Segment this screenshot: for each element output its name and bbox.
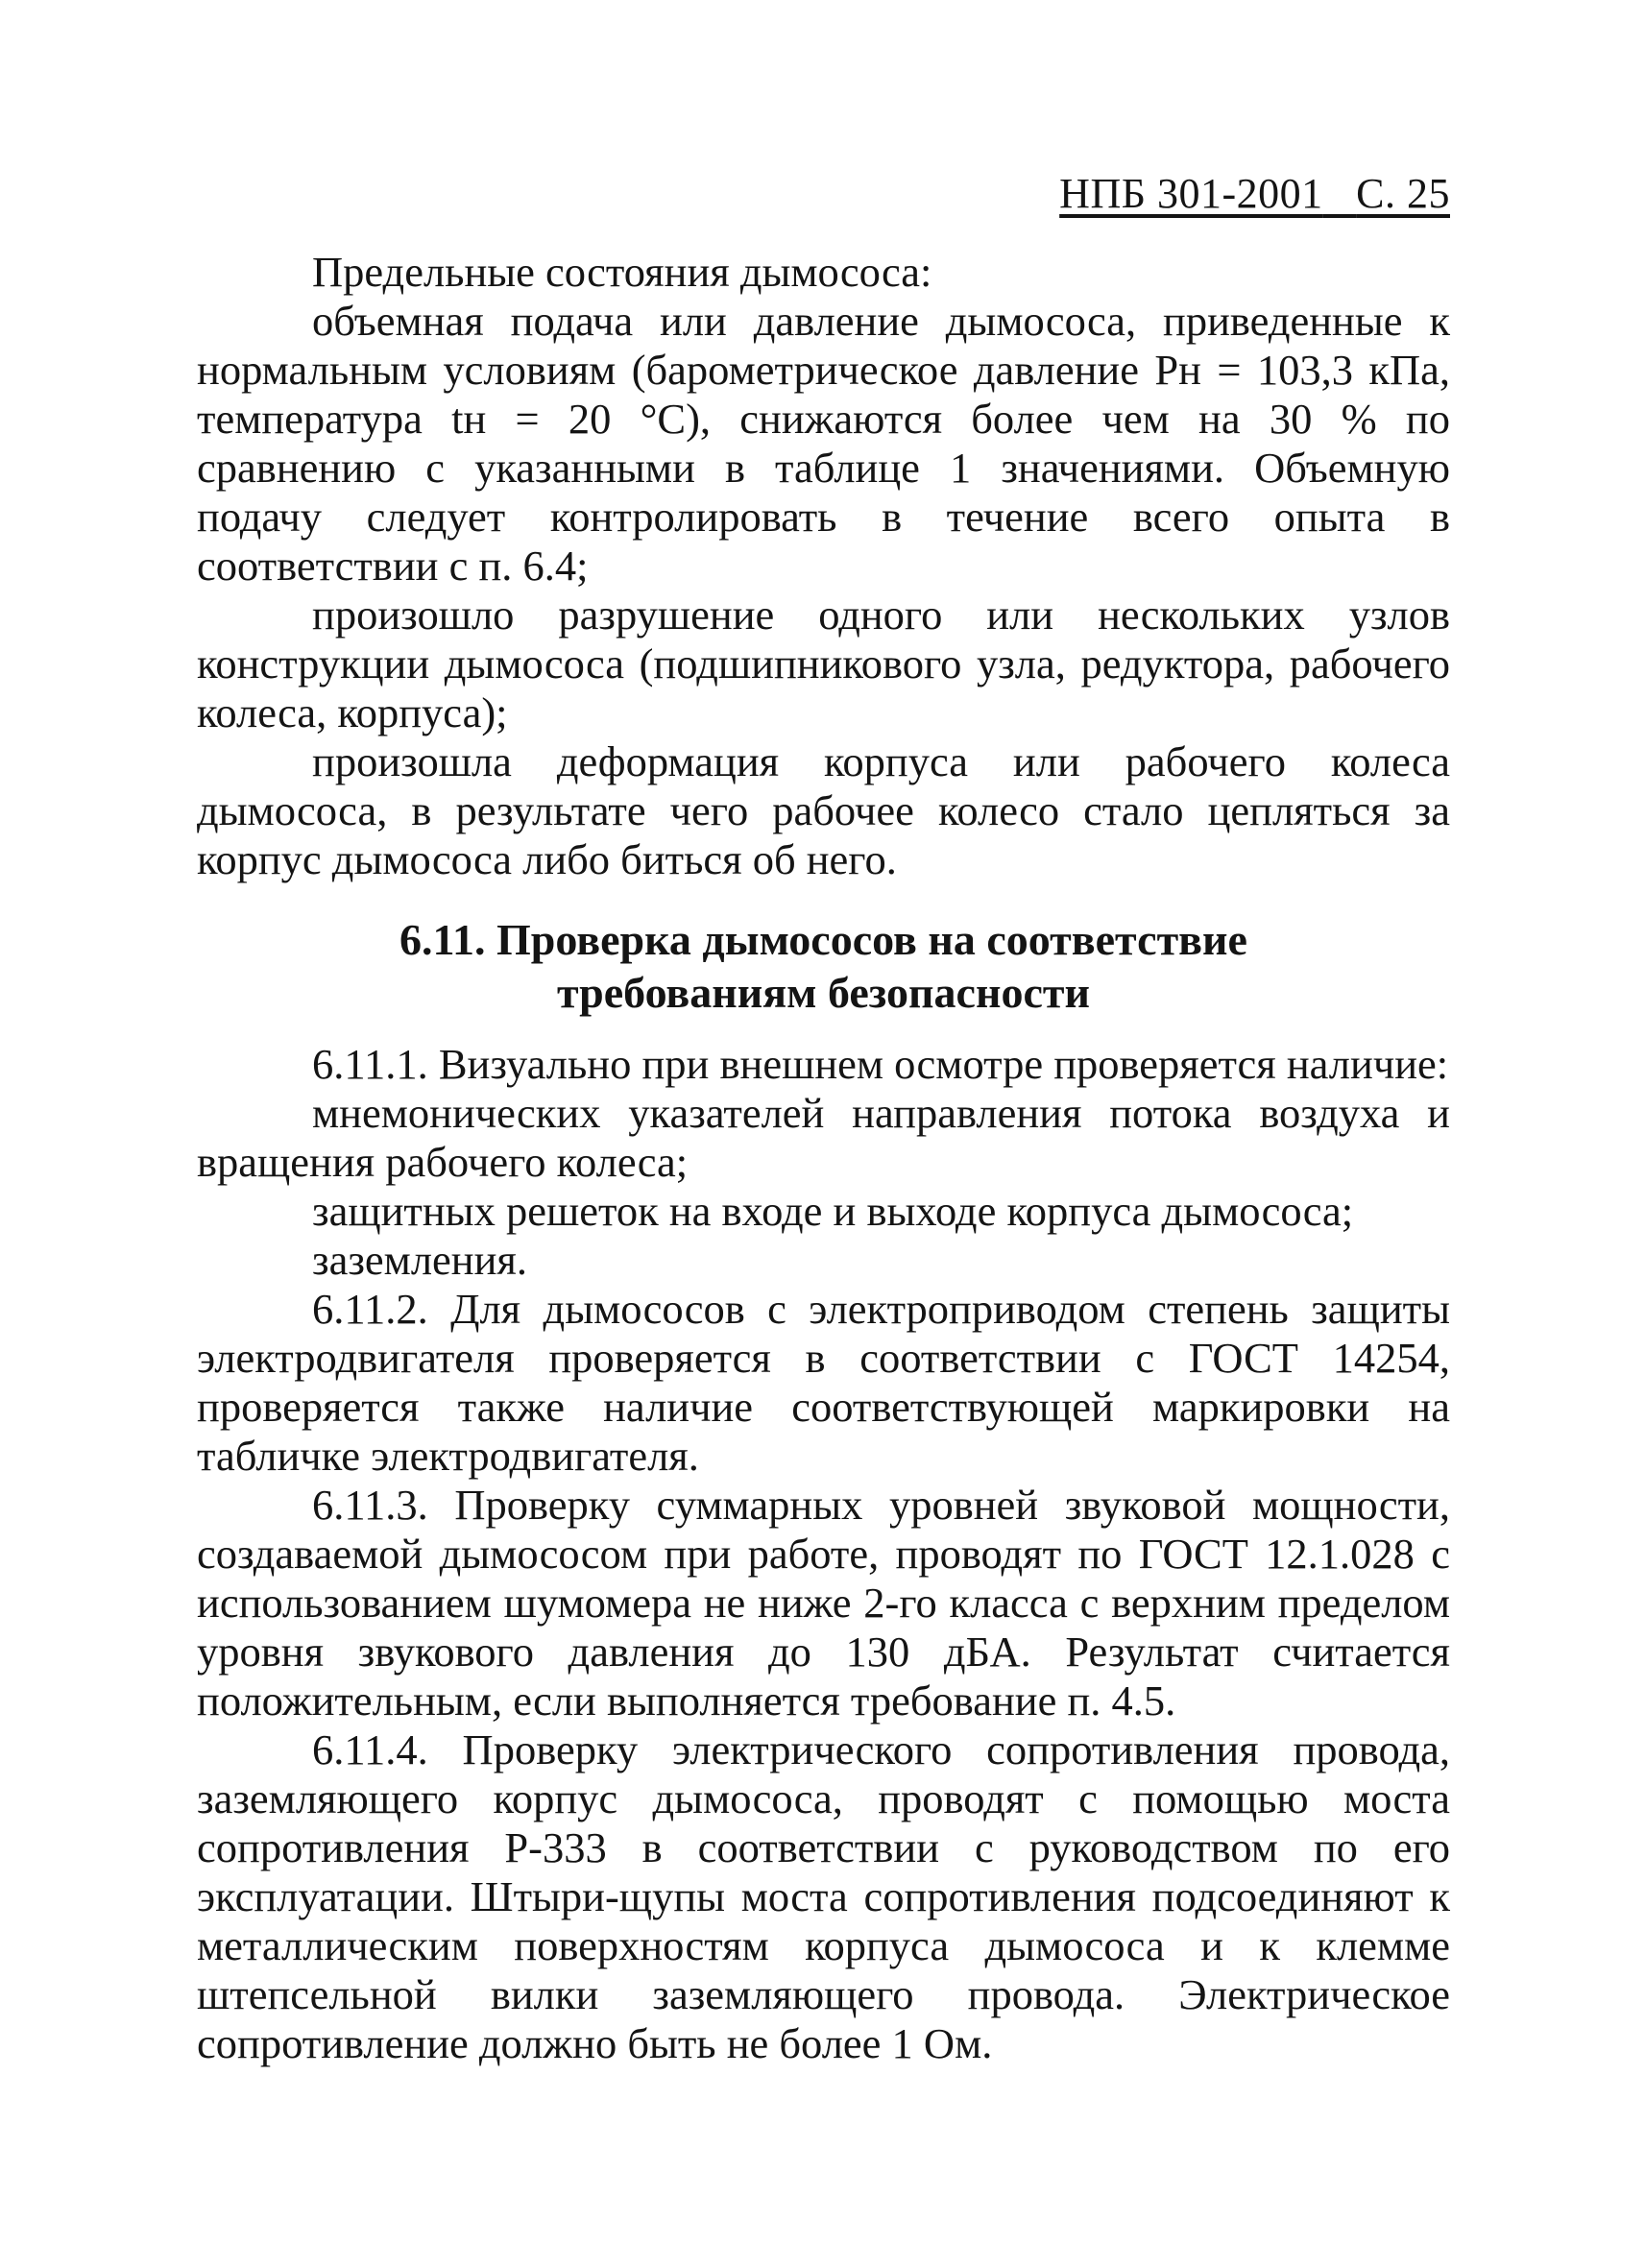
paragraph: 6.11.3. Проверку суммарных уровней звуковой мощности, создаваемой дымососом при работе, проводят по ГОСТ 12.1.028 с использованием шумомера не ниже 2-го класса с верхним пределом уровня звукового давления до 130 дБА. Результат считается положительным, если выполняется требование п. 4.5. bbox=[197, 1481, 1450, 1725]
paragraph: заземления. bbox=[312, 1236, 527, 1284]
page-number: С. 25 bbox=[1356, 170, 1450, 217]
section-heading bbox=[197, 913, 1450, 1019]
paragraph: 6.11.2. Для дымососов с электроприводом степень защиты электродвигателя проверяется в соответствии с ГОСТ 14254, проверяется также наличие соответствующей маркировки на табличке электродвигателя. bbox=[197, 1285, 1450, 1480]
paragraph: объемная подача или давление дымососа, приведенные к нормальным условиям (барометрическое давление Pн = 103,3 кПа, температура tн = 20 °С), снижаются более чем на 30 % по сравнению с указанными в таблице 1 значениями. Объемную подачу следует контролировать в течение всего опыта в соответствии с п. 6.4; bbox=[197, 297, 1450, 590]
section-title-line2: требованиям безопасности bbox=[557, 968, 1090, 1017]
body-text bbox=[197, 248, 1450, 2068]
paragraph: защитных решеток на входе и выходе корпуса дымососа; bbox=[312, 1187, 1354, 1235]
section-number: 6.11. bbox=[399, 915, 486, 964]
paragraph: произошла деформация корпуса или рабочего колеса дымососа, в результате чего рабочее колесо стало цепляться за корпус дымососа либо биться об него. bbox=[197, 737, 1450, 883]
section-title-line1: Проверка дымососов на соответствие bbox=[496, 915, 1247, 964]
paragraph: Предельные состояния дымососа: bbox=[312, 248, 932, 296]
page-header bbox=[1059, 169, 1450, 218]
paragraph: мнемонических указателей направления потока воздуха и вращения рабочего колеса; bbox=[197, 1089, 1450, 1186]
document-code: НПБ 301-2001 bbox=[1059, 170, 1323, 217]
paragraph: произошло разрушение одного или нескольких узлов конструкции дымососа (подшипникового узла, редуктора, рабочего колеса, корпуса); bbox=[197, 591, 1450, 736]
paragraph: 6.11.1. Визуально при внешнем осмотре проверяется наличие: bbox=[312, 1040, 1449, 1088]
paragraph: 6.11.4. Проверку электрического сопротивления провода, заземляющего корпус дымососа, проводят с помощью моста сопротивления Р-333 в соответствии с руководством по его эксплуатации. Штыри-щупы моста сопротивления подсоединяют к металлическим поверхностям корпуса дымососа и к клемме штепсельной вилки заземляющего провода. Электрическое сопротивление должно быть не более 1 Ом. bbox=[197, 1725, 1450, 2067]
